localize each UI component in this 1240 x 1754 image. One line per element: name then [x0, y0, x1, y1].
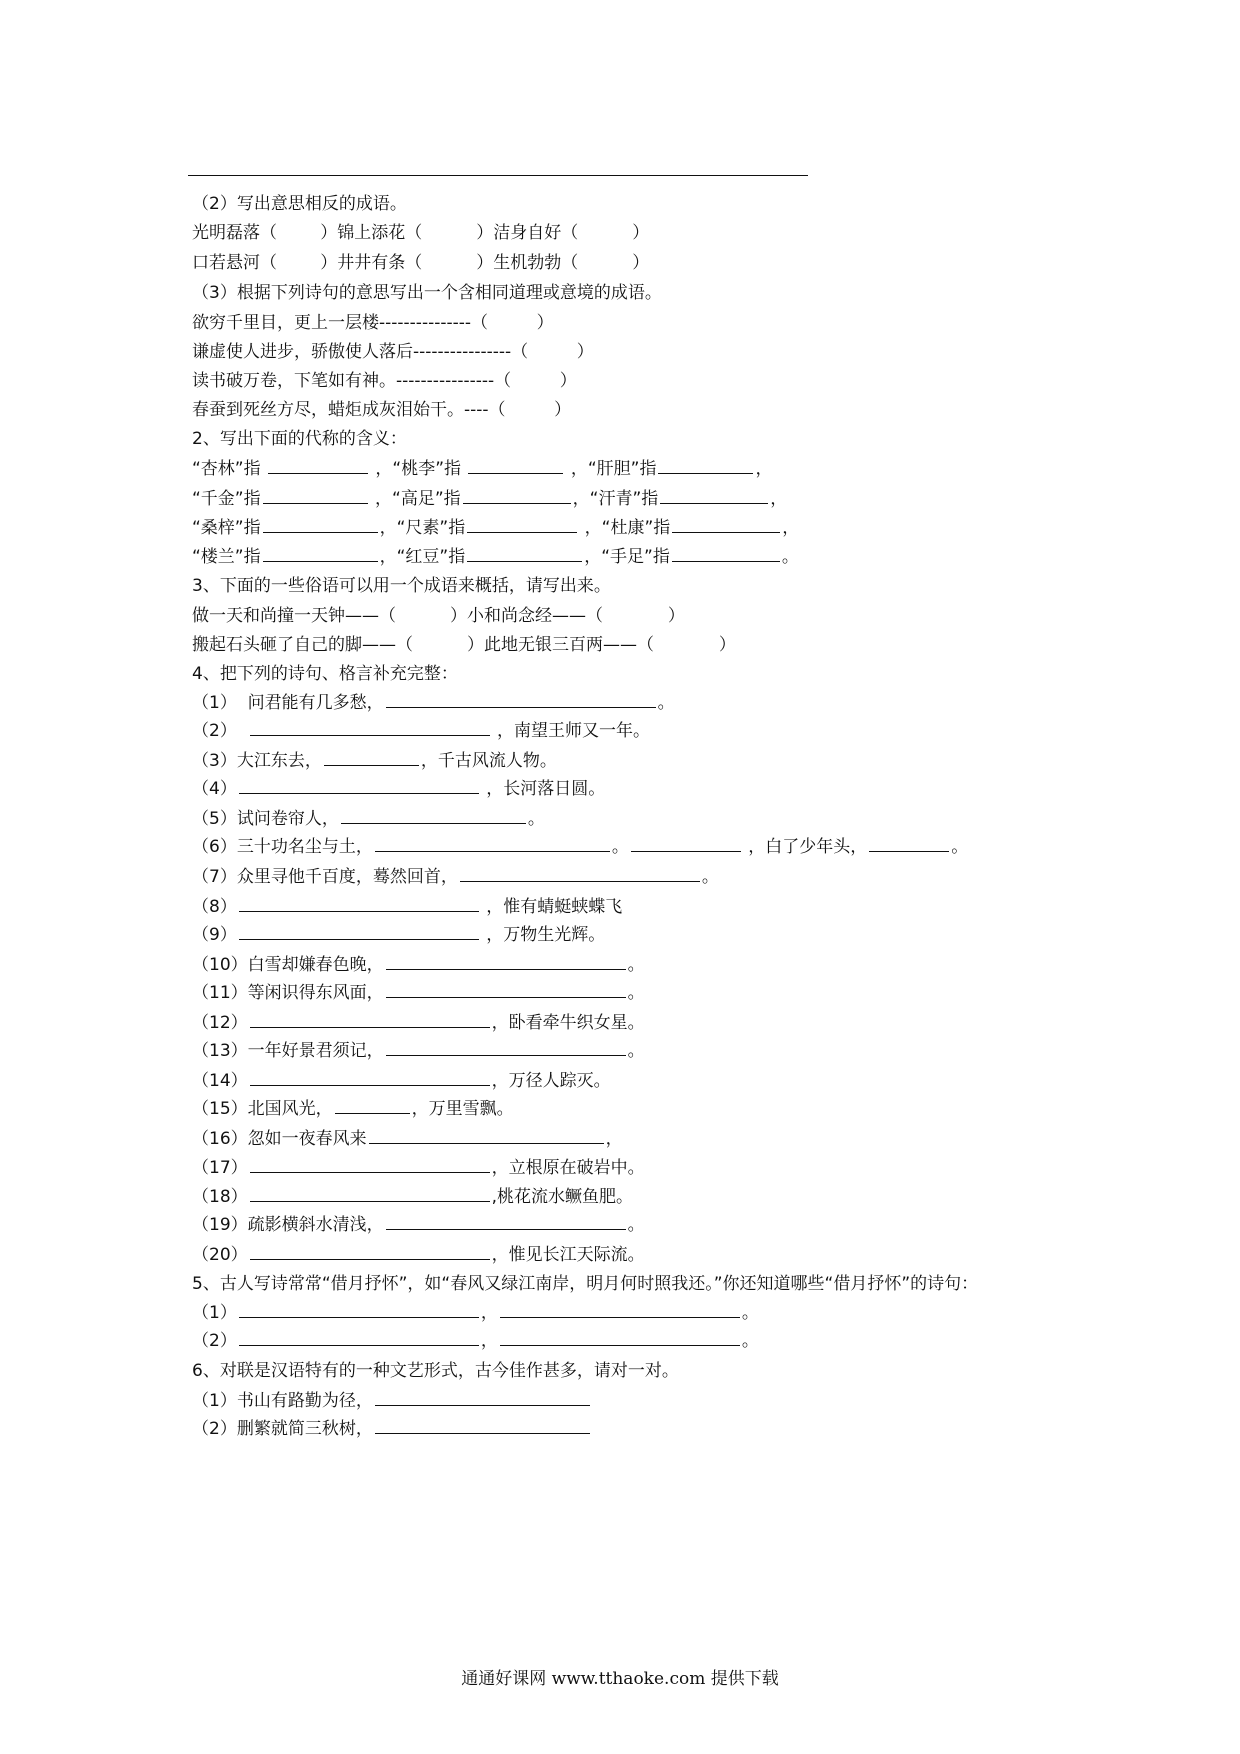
line-text: （2）删繁就简三秋树，	[192, 1419, 373, 1439]
line-text: （12）	[192, 1013, 248, 1033]
line-text: 。	[627, 1041, 645, 1061]
line-text: ，“高足”指	[369, 489, 461, 509]
line-text: ，万里雪飘。	[411, 1099, 514, 1119]
worksheet-line: 搬起石头砸了自己的脚——（ ）此地无银三百两——（ ）	[192, 635, 736, 655]
line-text: 。	[627, 955, 645, 975]
worksheet-line	[192, 982, 645, 1004]
line-text: （11）等闲识得东风面，	[192, 983, 384, 1003]
worksheet-line	[192, 954, 645, 976]
line-text: ，	[480, 1331, 498, 1351]
line-text: （10）白雪却嫌春色晚，	[192, 955, 384, 975]
line-text: ，“杜康”指	[579, 518, 671, 538]
answer-blank[interactable]	[250, 1187, 490, 1202]
line-text: ，长河落日圆。	[480, 779, 606, 799]
worksheet-line: （3）根据下列诗句的意思写出一个含相同道理或意境的成语。	[192, 283, 662, 303]
answer-blank[interactable]	[386, 983, 626, 998]
answer-blank[interactable]	[239, 779, 479, 794]
line-text: ，“红豆”指	[379, 547, 466, 567]
line-text: ，惟有蜻蜓蛱蝶飞	[480, 897, 623, 917]
answer-blank[interactable]	[250, 1245, 490, 1260]
line-text: ，	[480, 1303, 498, 1323]
line-text: （1） 问君能有几多愁，	[192, 693, 384, 713]
line-text: ,桃花流水鳜鱼肥。	[491, 1187, 634, 1207]
answer-blank[interactable]	[263, 489, 368, 504]
worksheet-line	[192, 896, 622, 918]
answer-blank[interactable]	[369, 1129, 604, 1144]
line-text: “杏林”指	[192, 459, 267, 479]
line-text: 。	[741, 1303, 759, 1323]
line-text: （6）三十功名尘与土，	[192, 837, 373, 857]
answer-blank[interactable]	[386, 693, 656, 708]
worksheet-line	[192, 720, 650, 742]
answer-blank[interactable]	[500, 1331, 740, 1346]
answer-blank[interactable]	[631, 837, 741, 852]
worksheet-line: 做一天和尚撞一天钟——（ ）小和尚念经——（ ）	[192, 606, 685, 626]
line-text: 。	[701, 867, 719, 887]
worksheet-line	[192, 924, 605, 946]
answer-blank[interactable]	[263, 547, 378, 562]
worksheet-line: 3、下面的一些俗语可以用一个成语来概括，请写出来。	[192, 576, 611, 596]
worksheet-line: 4、把下列的诗句、格言补充完整：	[192, 664, 458, 684]
line-text: （4）	[192, 779, 237, 799]
answer-blank[interactable]	[467, 518, 577, 533]
worksheet-line	[192, 808, 545, 830]
line-text: （20）	[192, 1245, 248, 1265]
line-text: 。	[627, 983, 645, 1003]
line-text: 。	[781, 547, 799, 567]
worksheet-line	[192, 866, 719, 888]
answer-blank[interactable]	[324, 751, 419, 766]
line-text: 。	[611, 837, 629, 857]
line-text: ，卧看牵牛织女星。	[491, 1013, 645, 1033]
worksheet-line	[192, 778, 605, 800]
line-text: （9）	[192, 925, 237, 945]
line-text: （8）	[192, 897, 237, 917]
answer-blank[interactable]	[467, 547, 582, 562]
worksheet-line: （2）写出意思相反的成语。	[192, 194, 407, 214]
answer-blank[interactable]	[239, 1303, 479, 1318]
answer-blank[interactable]	[335, 1099, 410, 1114]
answer-blank[interactable]	[250, 1013, 490, 1028]
answer-blank[interactable]	[672, 518, 780, 533]
line-text: ，立根原在破岩中。	[491, 1158, 645, 1178]
answer-blank[interactable]	[375, 1391, 590, 1406]
worksheet-line	[192, 1012, 645, 1034]
line-text: ，南望王师又一年。	[491, 721, 651, 741]
answer-blank[interactable]	[250, 1158, 490, 1173]
worksheet-line: 6、对联是汉语特有的一种文艺形式，古今佳作甚多，请对一对。	[192, 1361, 679, 1381]
worksheet-line	[192, 1128, 623, 1150]
line-text: “楼兰”指	[192, 547, 261, 567]
worksheet-line	[192, 488, 787, 510]
answer-blank[interactable]	[386, 955, 626, 970]
line-text: ，万物生光辉。	[480, 925, 606, 945]
line-text: （3）大江东去，	[192, 751, 322, 771]
line-text: 。	[741, 1331, 759, 1351]
answer-blank[interactable]	[500, 1303, 740, 1318]
worksheet-line	[192, 517, 799, 539]
answer-blank[interactable]	[375, 837, 610, 852]
worksheet-line	[192, 1157, 645, 1179]
line-text: 。	[627, 1215, 645, 1235]
worksheet-line: 光明磊落（ ）锦上添花（ ）洁身自好（ ）	[192, 223, 650, 243]
line-text: ，万径人踪灭。	[491, 1071, 611, 1091]
line-text: ，	[782, 518, 800, 538]
line-text: （17）	[192, 1158, 248, 1178]
line-text: 。	[657, 693, 675, 713]
worksheet-line	[192, 1186, 633, 1208]
line-text: （19）疏影横斜水清浅，	[192, 1215, 384, 1235]
worksheet-line	[192, 1214, 645, 1236]
answer-blank[interactable]	[268, 459, 368, 474]
worksheet-line	[192, 546, 799, 568]
worksheet-line: 谦虚使人进步，骄傲使人落后----------------（ ）	[192, 342, 594, 362]
line-text: ，“汗青”指	[572, 489, 659, 509]
line-text: ，“尺素”指	[379, 518, 466, 538]
answer-blank[interactable]	[869, 837, 949, 852]
line-text: ，“桃李”指	[370, 459, 467, 479]
line-text: （2）	[192, 1331, 237, 1351]
worksheet-line	[192, 750, 557, 772]
worksheet-line: 欲穷千里目，更上一层楼---------------（ ）	[192, 313, 554, 333]
answer-blank[interactable]	[672, 547, 780, 562]
line-text: （1）	[192, 1303, 237, 1323]
answer-blank[interactable]	[239, 1331, 479, 1346]
worksheet-line: 春蚕到死丝方尽，蜡炬成灰泪始干。----（ ）	[192, 400, 572, 420]
line-text: （14）	[192, 1071, 248, 1091]
worksheet-line	[192, 1040, 645, 1062]
answer-blank[interactable]	[375, 1419, 590, 1434]
worksheet-line	[192, 458, 772, 480]
line-text: “桑梓”指	[192, 518, 261, 538]
line-text: ，“肝胆”指	[565, 459, 657, 479]
worksheet-line	[192, 836, 968, 858]
line-text: （16）忽如一夜春风来	[192, 1129, 367, 1149]
worksheet-line	[192, 1418, 592, 1440]
worksheet-line: 5、古人写诗常常“借月抒怀”，如“春风又绿江南岸，明月何时照我还。”你还知道哪些“借月抒怀”的诗句：	[192, 1274, 979, 1294]
worksheet-line: 口若悬河（ ）井井有条（ ）生机勃勃（ ）	[192, 253, 650, 273]
answer-blank[interactable]	[386, 1041, 626, 1056]
answer-blank[interactable]	[386, 1215, 626, 1230]
answer-blank[interactable]	[263, 518, 378, 533]
answer-blank[interactable]	[250, 1071, 490, 1086]
line-text: （2）	[192, 721, 248, 741]
answer-blank[interactable]	[250, 721, 490, 736]
line-text: ，	[605, 1129, 623, 1149]
answer-blank[interactable]	[660, 489, 768, 504]
line-text: 。	[527, 809, 545, 829]
line-text: （7）众里寻他千百度，蓦然回首，	[192, 867, 458, 887]
line-text: 。	[951, 837, 969, 857]
line-text: （18）	[192, 1187, 248, 1207]
answer-blank[interactable]	[658, 459, 753, 474]
line-text: ，	[755, 459, 773, 479]
page-footer: 通通好课网 www.tthaoke.com 提供下载	[461, 1669, 779, 1689]
worksheet-line	[192, 1302, 759, 1324]
answer-blank[interactable]	[341, 809, 526, 824]
line-text: （13）一年好景君须记，	[192, 1041, 384, 1061]
line-text: ，惟见长江天际流。	[491, 1245, 645, 1265]
worksheet-line	[192, 1390, 592, 1412]
worksheet-line	[192, 1330, 759, 1352]
answer-blank[interactable]	[463, 489, 571, 504]
answer-blank[interactable]	[239, 925, 479, 940]
worksheet-line: 2、写出下面的代称的含义：	[192, 429, 407, 449]
worksheet-line	[192, 1098, 514, 1120]
worksheet-line	[192, 1070, 611, 1092]
worksheet-line	[192, 692, 675, 714]
line-text: （1）书山有路勤为径，	[192, 1391, 373, 1411]
line-text: ，“手足”指	[584, 547, 670, 567]
line-text: ，白了少年头，	[742, 837, 868, 857]
top-rule	[188, 175, 808, 176]
answer-blank[interactable]	[460, 867, 700, 882]
worksheet-line: 读书破万卷，下笔如有神。----------------（ ）	[192, 371, 577, 391]
line-text: “千金”指	[192, 489, 261, 509]
worksheet-line	[192, 1244, 645, 1266]
answer-blank[interactable]	[239, 897, 479, 912]
answer-blank[interactable]	[468, 459, 563, 474]
line-text: （15）北国风光，	[192, 1099, 333, 1119]
line-text: ，	[770, 489, 788, 509]
line-text: ，千古风流人物。	[420, 751, 557, 771]
line-text: （5）试问卷帘人，	[192, 809, 339, 829]
